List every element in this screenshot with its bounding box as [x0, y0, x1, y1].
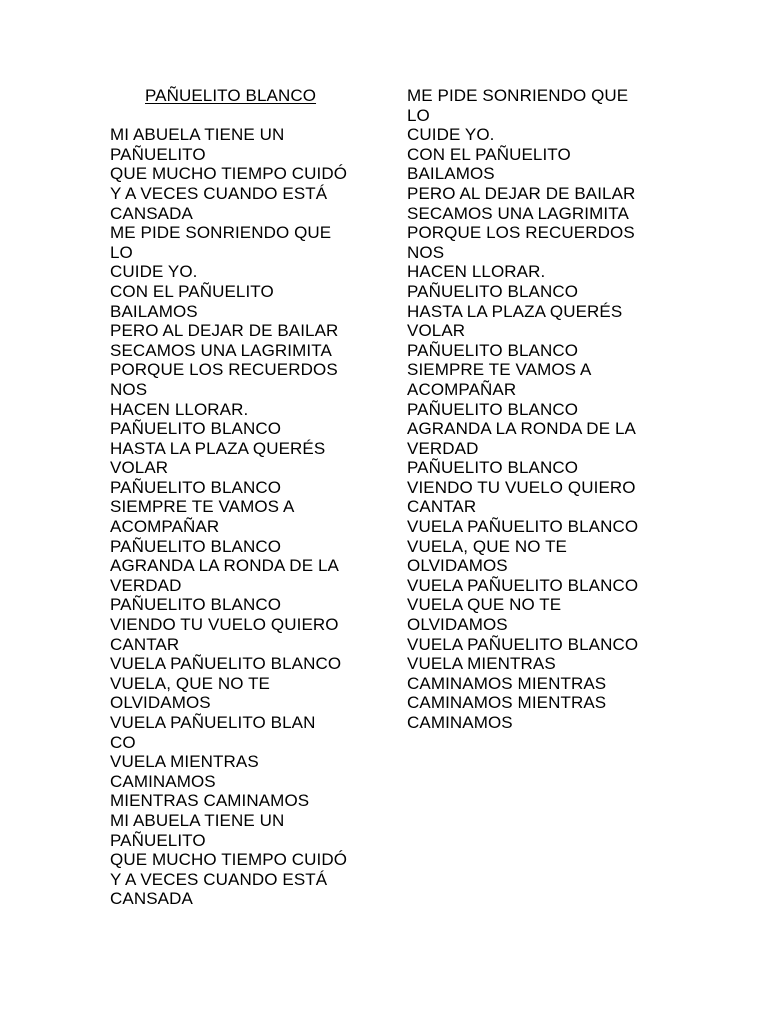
lyric-line: VUELA PAÑUELITO BLANCO	[407, 575, 639, 595]
song-title: PAÑUELITO BLANCO	[145, 86, 317, 105]
lyric-line: SIEMPRE TE VAMOS A	[110, 497, 295, 517]
lyric-line: VUELA PAÑUELITO BLANCO	[110, 654, 342, 674]
lyric-line: QUE MUCHO TIEMPO CUIDÓ	[110, 164, 348, 184]
lyric-line: HASTA LA PLAZA QUERÉS	[407, 301, 623, 321]
lyric-line: HASTA LA PLAZA QUERÉS	[110, 438, 326, 458]
right-column	[407, 86, 677, 733]
lyric-line: VERDAD	[110, 575, 182, 595]
lyric-line: CO	[110, 732, 136, 752]
lyric-line: PORQUE LOS RECUERDOS	[407, 223, 635, 243]
lyric-line: VIENDO TU VUELO QUIERO	[407, 477, 636, 497]
lyric-line: Y A VECES CUANDO ESTÁ	[110, 183, 328, 203]
lyric-line: VUELA, QUE NO TE	[110, 673, 270, 693]
lyric-line: PAÑUELITO BLANCO	[407, 458, 579, 478]
lyric-line: CAMINAMOS	[407, 713, 513, 732]
lyric-line: MI ABUELA TIENE UN	[110, 810, 285, 830]
lyric-line: PERO AL DEJAR DE BAILAR	[407, 183, 636, 203]
lyric-line: AGRANDA LA RONDA DE LA	[407, 419, 636, 439]
lyric-line: VUELA PAÑUELITO BLANCO	[407, 517, 639, 537]
lyric-line: HACEN LLORAR.	[407, 262, 546, 282]
lyric-line: PAÑUELITO BLANCO	[110, 536, 282, 556]
lyric-line: OLVIDAMOS	[407, 556, 508, 576]
lyric-line: VUELA PAÑUELITO BLANCO	[407, 634, 639, 654]
lyric-line: CAMINAMOS MIENTRAS	[407, 673, 607, 693]
lyric-line: CON EL PAÑUELITO	[110, 281, 274, 301]
lyric-line: OLVIDAMOS	[407, 615, 508, 635]
lyric-line: SIEMPRE TE VAMOS A	[407, 360, 592, 380]
lyric-line: VUELA PAÑUELITO BLAN	[110, 713, 316, 732]
lyric-line: CANSADA	[110, 203, 193, 223]
lyric-line: AGRANDA LA RONDA DE LA	[110, 556, 339, 576]
lyric-line: CUIDE YO.	[407, 125, 495, 145]
lyric-line: VUELA, QUE NO TE	[407, 536, 567, 556]
lyric-line: PAÑUELITO BLANCO	[110, 595, 282, 615]
lyric-line: PAÑUELITO BLANCO	[110, 419, 282, 439]
left-column	[110, 86, 380, 909]
lyric-line: PAÑUELITO BLANCO	[407, 281, 579, 301]
lyric-line: CANTAR	[110, 634, 180, 654]
lyric-line: PAÑUELITO BLANCO	[110, 477, 282, 497]
lyric-line: PERO AL DEJAR DE BAILAR	[110, 321, 339, 341]
lyric-line: PAÑUELITO	[110, 830, 206, 850]
lyric-line: SECAMOS UNA LAGRIMITA	[110, 340, 332, 360]
lyric-line: VOLAR	[407, 321, 466, 341]
lyric-line: VUELA MIENTRAS	[407, 654, 556, 674]
lyric-line: HACEN LLORAR.	[110, 399, 249, 419]
lyric-line: LO	[407, 105, 430, 125]
lyric-line: CAMINAMOS MIENTRAS	[407, 693, 607, 713]
lyric-line: BAILAMOS	[407, 164, 495, 184]
lyric-line: CON EL PAÑUELITO	[407, 144, 571, 164]
lyric-line: VERDAD	[407, 438, 479, 458]
lyric-line: VIENDO TU VUELO QUIERO	[110, 615, 339, 635]
lyric-line: Y A VECES CUANDO ESTÁ	[110, 869, 328, 889]
lyric-line: MI ABUELA TIENE UN	[110, 125, 285, 145]
lyric-line: CAMINAMOS	[110, 771, 216, 791]
lyric-line: CANSADA	[110, 889, 193, 909]
lyric-line: VUELA QUE NO TE	[407, 595, 562, 615]
lyric-line: SECAMOS UNA LAGRIMITA	[407, 203, 629, 223]
lyric-line: PAÑUELITO BLANCO	[407, 340, 579, 360]
lyric-line: PAÑUELITO	[110, 144, 206, 164]
lyric-line: PORQUE LOS RECUERDOS	[110, 360, 338, 380]
lyric-line: VOLAR	[110, 458, 169, 478]
lyric-line: CANTAR	[407, 497, 477, 517]
lyric-line: ACOMPAÑAR	[110, 517, 220, 537]
lyric-line: NOS	[110, 379, 148, 399]
lyric-line: ME PIDE SONRIENDO QUE	[110, 223, 332, 243]
lyric-line: OLVIDAMOS	[110, 693, 211, 713]
lyric-line: NOS	[407, 242, 445, 262]
lyric-line: ME PIDE SONRIENDO QUE	[407, 86, 629, 105]
lyric-line: PAÑUELITO BLANCO	[407, 399, 579, 419]
lyric-line: CUIDE YO.	[110, 262, 198, 282]
lyric-line: ACOMPAÑAR	[407, 379, 517, 399]
left-column-lines	[110, 125, 380, 909]
lyric-line: LO	[110, 242, 133, 262]
lyric-line: MIENTRAS CAMINAMOS	[110, 791, 310, 811]
right-column-lines	[407, 86, 677, 733]
lyric-line: QUE MUCHO TIEMPO CUIDÓ	[110, 850, 348, 870]
lyric-line: VUELA MIENTRAS	[110, 752, 259, 772]
lyric-line: BAILAMOS	[110, 301, 198, 321]
